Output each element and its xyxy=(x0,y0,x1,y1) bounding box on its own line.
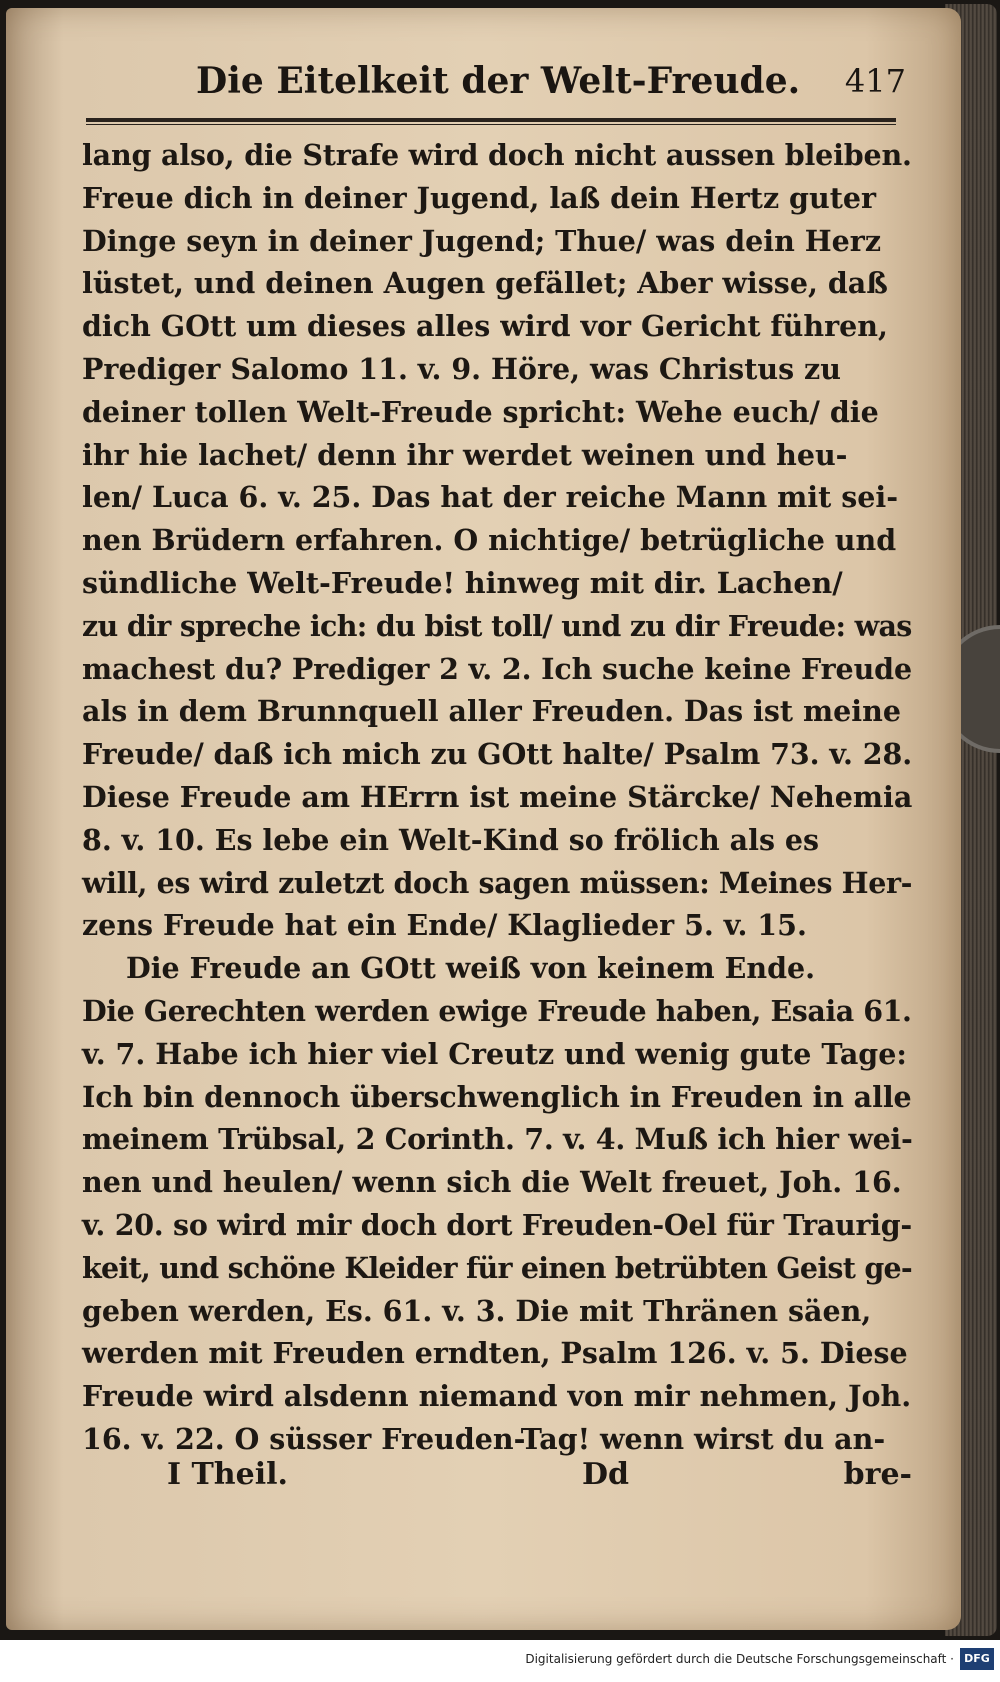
text-line: Ich bin dennoch überschwenglich in Freuden in alle xyxy=(82,1079,912,1114)
text-line: Prediger Salomo 11. v. 9. Höre, was Christus zu xyxy=(82,351,841,386)
text-line: v. 7. Habe ich hier viel Creutz und wenig gute Tage: xyxy=(82,1036,907,1071)
body-text xyxy=(82,134,912,1461)
volume-signature: I Theil. xyxy=(167,1457,288,1492)
funding-credit: Digitalisierung gefördert durch die Deutsche Forschungsgemeinschaft · xyxy=(525,1652,954,1666)
text-line: deiner tollen Welt-Freude spricht: Wehe euch/ die xyxy=(82,394,879,429)
text-line: zens Freude hat ein Ende/ Klaglieder 5. v. 15. xyxy=(82,908,807,943)
text-line: ihr hie lachet/ denn ihr werdet weinen und heu- xyxy=(82,437,848,472)
text-line: 16. v. 22. O süsser Freuden-Tag! wenn wirst du an- xyxy=(82,1421,886,1456)
text-line: lang also, die Strafe wird doch nicht aussen bleiben. xyxy=(82,138,912,172)
text-line: meinem Trübsal, 2 Corinth. 7. v. 4. Muß ich hier wei- xyxy=(82,1122,913,1157)
text-line: dich GOtt um dieses alles wird vor Gericht führen, xyxy=(82,309,888,344)
text-line: v. 20. so wird mir doch dort Freuden-Oel für Traurig- xyxy=(82,1207,912,1242)
text-line: len/ Luca 6. v. 25. Das hat der reiche Mann mit sei- xyxy=(82,480,899,515)
text-line: als in dem Brunnquell aller Freuden. Das ist meine xyxy=(82,694,901,729)
text-line: Dinge seyn in deiner Jugend; Thue/ was dein Herz xyxy=(82,223,882,258)
header-rule xyxy=(86,118,896,125)
credit-bar xyxy=(0,1640,1000,1682)
text-line: Die Gerechten werden ewige Freude haben, Esaia 61. xyxy=(82,993,912,1028)
text-line: will, es wird zuletzt doch sagen müssen: Meines Her- xyxy=(82,865,913,900)
running-head: Die Eitelkeit der Welt-Freude. xyxy=(196,60,801,102)
text-line: nen und heulen/ wenn sich die Welt freuet, Joh. 16. xyxy=(82,1165,902,1200)
text-line: sündliche Welt-Freude! hinweg mit dir. Lachen/ xyxy=(82,565,843,600)
text-line: machest du? Prediger 2 v. 2. Ich suche keine Freude xyxy=(82,651,913,686)
text-line: werden mit Freuden erndten, Psalm 126. v. 5. Diese xyxy=(82,1336,908,1371)
book-page xyxy=(6,8,961,1630)
page-number: 417 xyxy=(844,62,906,100)
text-line: Freue dich in deiner Jugend, laß dein Hertz guter xyxy=(82,180,877,215)
paragraph-start-line: Die Freude an GOtt weiß von keinem Ende. xyxy=(126,951,816,986)
text-line: zu dir spreche ich: du bist toll/ und zu dir Freude: was xyxy=(82,608,912,643)
text-line: nen Brüdern erfahren. O nichtige/ betrügliche und xyxy=(82,523,897,558)
text-line: Freude/ daß ich mich zu GOtt halte/ Psalm 73. v. 28. xyxy=(82,737,913,772)
text-line: geben werden, Es. 61. v. 3. Die mit Thränen säen, xyxy=(82,1293,872,1328)
text-line: 8. v. 10. Es lebe ein Welt-Kind so frölich als es xyxy=(82,822,820,857)
text-line: lüstet, und deinen Augen gefället; Aber wisse, daß xyxy=(82,266,888,301)
text-line: keit, und schöne Kleider für einen betrübten Geist ge- xyxy=(82,1250,912,1285)
catchword: bre- xyxy=(843,1457,912,1492)
text-line: Diese Freude am HErrn ist meine Stärcke/ Nehemia xyxy=(82,779,913,814)
page-footer xyxy=(82,1452,912,1498)
dfg-logo: DFG xyxy=(960,1648,994,1670)
text-line: Freude wird alsdenn niemand von mir nehmen, Joh. xyxy=(82,1379,912,1414)
gathering-mark: Dd xyxy=(582,1457,629,1492)
